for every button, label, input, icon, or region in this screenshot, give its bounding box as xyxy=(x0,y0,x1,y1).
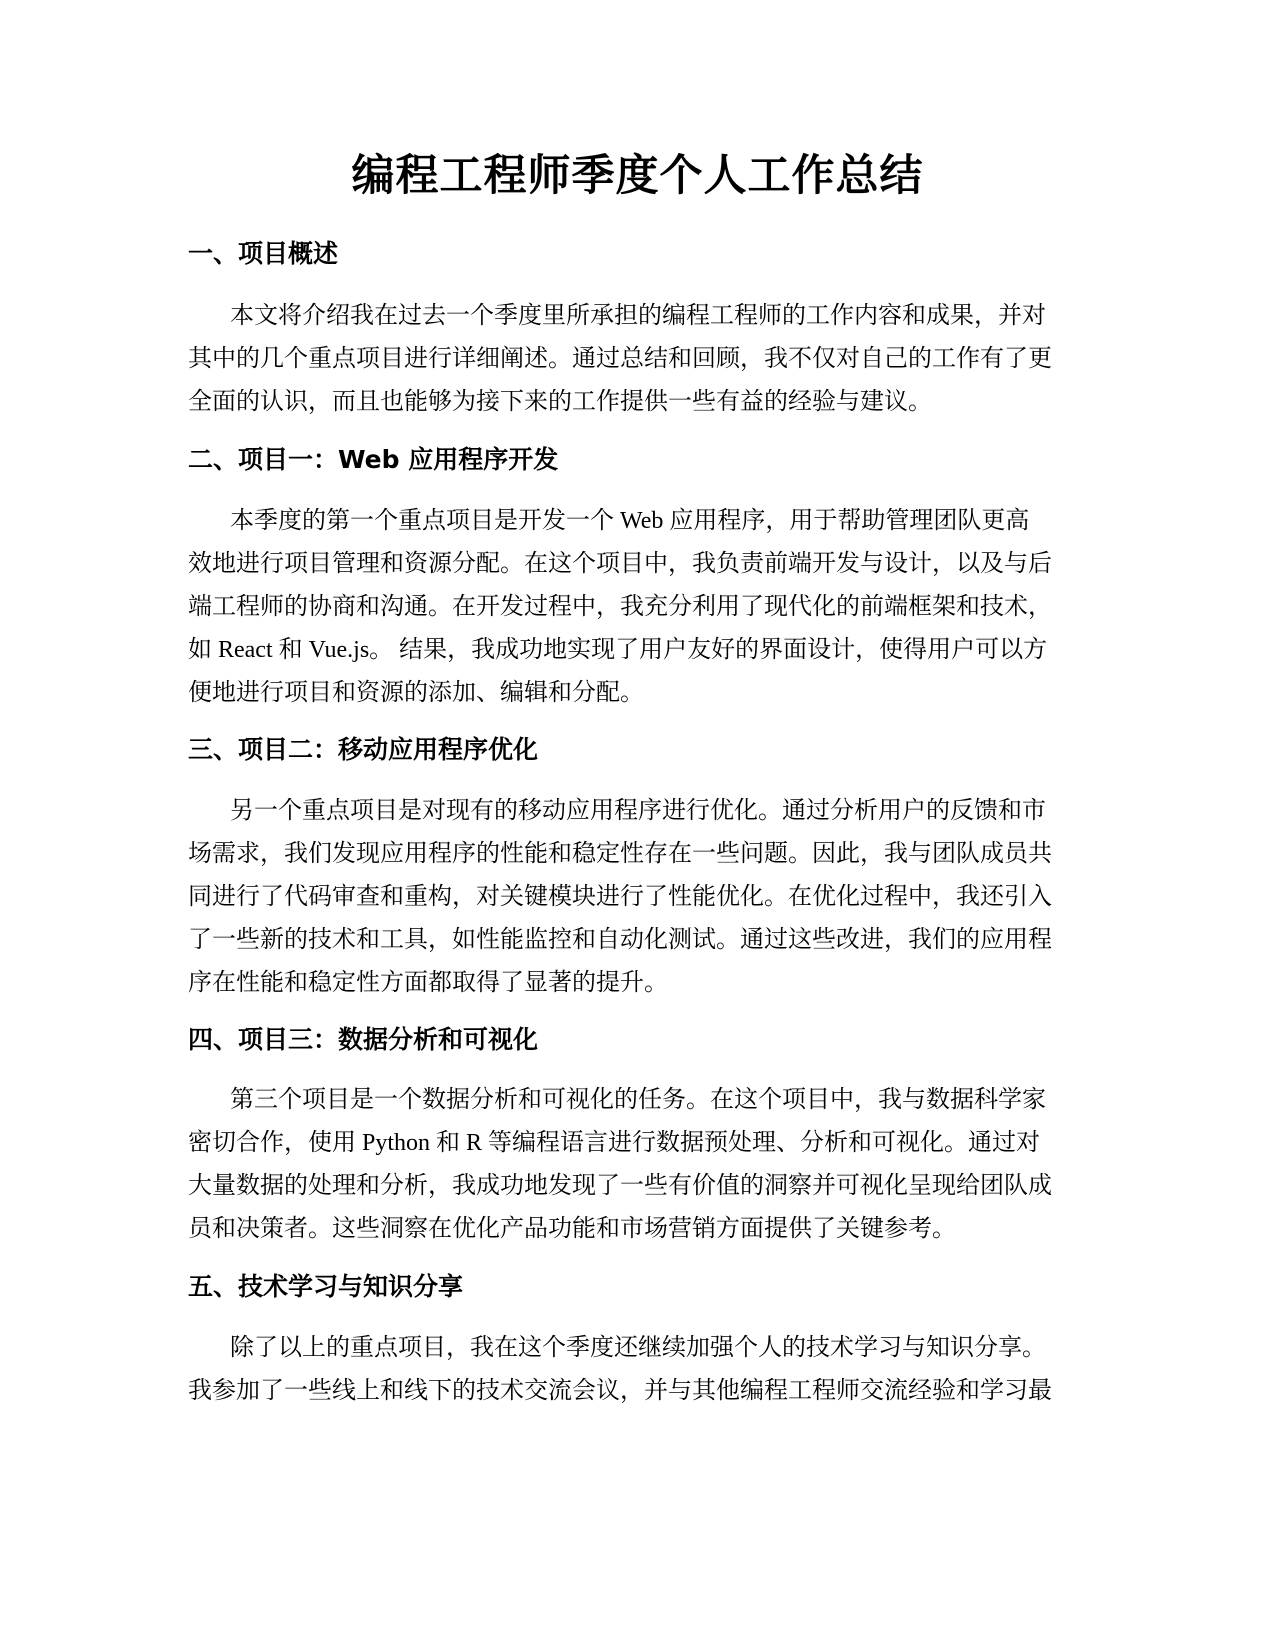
section-heading-learning-sharing: 五、技术学习与知识分享 xyxy=(188,1272,464,1301)
paragraph-line: 本季度的第一个重点项目是开发一个 Web 应用程序，用于帮助管理团队更高 xyxy=(230,508,1030,534)
paragraph-line: 同进行了代码审查和重构，对关键模块进行了性能优化。在优化过程中，我还引入 xyxy=(188,884,1052,910)
section-paragraph-data-analysis xyxy=(188,1079,1092,1251)
paragraph-line: 本文将介绍我在过去一个季度里所承担的编程工程师的工作内容和成果，并对 xyxy=(230,303,1046,329)
paragraph-line: 便地进行项目和资源的添加、编辑和分配。 xyxy=(188,680,644,706)
paragraph-line: 另一个重点项目是对现有的移动应用程序进行优化。通过分析用户的反馈和市 xyxy=(230,798,1046,824)
section-paragraph-web-app xyxy=(188,500,1092,715)
paragraph-line: 除了以上的重点项目，我在这个季度还继续加强个人的技术学习与知识分享。 xyxy=(230,1335,1046,1361)
section-heading-overview: 一、项目概述 xyxy=(188,239,339,268)
section-paragraph-mobile-optimization xyxy=(188,790,1092,1005)
paragraph-line: 我参加了一些线上和线下的技术交流会议，并与其他编程工程师交流经验和学习最 xyxy=(188,1378,1052,1404)
paragraph-line: 密切合作，使用 Python 和 R 等编程语言进行数据预处理、分析和可视化。通过对 xyxy=(188,1130,1041,1156)
paragraph-line: 效地进行项目管理和资源分配。在这个项目中，我负责前端开发与设计，以及与后 xyxy=(188,551,1052,577)
paragraph-line: 场需求，我们发现应用程序的性能和稳定性存在一些问题。因此，我与团队成员共 xyxy=(188,841,1052,867)
section-heading-data-analysis: 四、项目三：数据分析和可视化 xyxy=(188,1025,539,1054)
section-paragraph-learning-sharing xyxy=(188,1327,1092,1413)
paragraph-line: 端工程师的协商和沟通。在开发过程中，我充分利用了现代化的前端框架和技术， xyxy=(188,594,1052,620)
section-heading-mobile-optimization: 三、项目二：移动应用程序优化 xyxy=(188,735,539,764)
paragraph-line: 了一些新的技术和工具，如性能监控和自动化测试。通过这些改进，我们的应用程 xyxy=(188,927,1052,953)
section-heading-web-app: 二、项目一：Web 应用程序开发 xyxy=(188,445,559,474)
paragraph-line: 大量数据的处理和分析，我成功地发现了一些有价值的洞察并可视化呈现给团队成 xyxy=(188,1173,1052,1199)
paragraph-line: 全面的认识，而且也能够为接下来的工作提供一些有益的经验与建议。 xyxy=(188,389,932,415)
paragraph-line: 第三个项目是一个数据分析和可视化的任务。在这个项目中，我与数据科学家 xyxy=(230,1087,1046,1113)
paragraph-line: 如 React 和 Vue.js。 结果，我成功地实现了用户友好的界面设计，使得用户可以方 xyxy=(188,637,1048,663)
paragraph-line: 其中的几个重点项目进行详细阐述。通过总结和回顾，我不仅对自己的工作有了更 xyxy=(188,346,1052,372)
document-title: 编程工程师季度个人工作总结 xyxy=(351,151,924,201)
paragraph-line: 员和决策者。这些洞察在优化产品功能和市场营销方面提供了关键参考。 xyxy=(188,1216,956,1242)
paragraph-line: 序在性能和稳定性方面都取得了显著的提升。 xyxy=(188,970,668,996)
section-paragraph-overview xyxy=(188,295,1092,424)
